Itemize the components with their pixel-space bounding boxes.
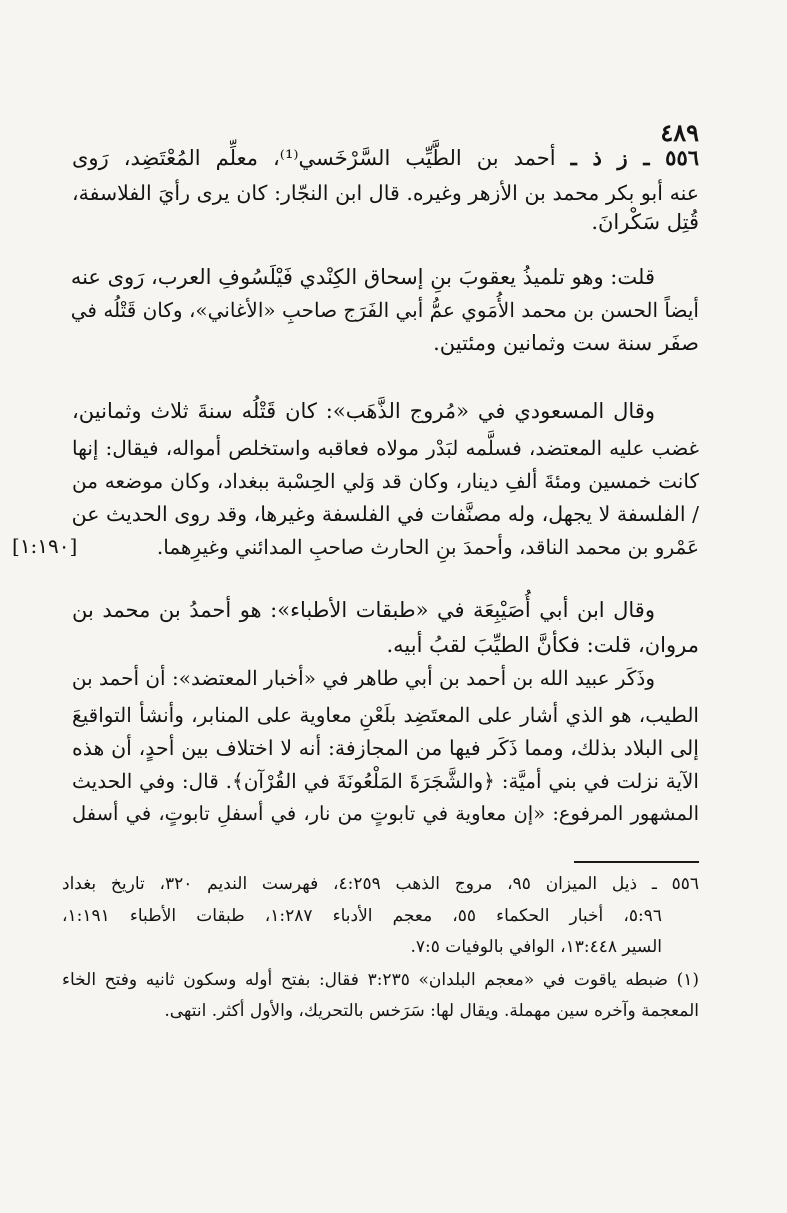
paragraph-first-line: وقال المسعودي في «مُروج الذَّهَب»: كان قَتْلُه سنةَ ثلاث وثمانين،: [72, 399, 655, 423]
footnote-line: ٥:٩٦، أخبار الحكماء ٥٥، معجم الأدباء ١:٢٨٧، طبقات الأطباء ١:١٩١،: [62, 906, 662, 926]
page-number: ٤٨٩: [660, 118, 699, 147]
text-line: أيضاً الحسن بن محمد الأُمَوي عمُّ أبي الفَرَج صاحبِ «الأغاني»، وكان قَتْلُه في: [70, 298, 699, 322]
footnote-line: المعجمة وآخره سين مهملة. ويقال لها: سَرَخس بالتحريك، والأول أكثر. انتهى.: [164, 1001, 699, 1021]
text-line: المشهور المرفوع: «إن معاوية في تابوتٍ من نار، في أسفلِ تابوتٍ، في أسفل: [72, 802, 699, 825]
paragraph-first-line: وقال ابن أبي أُصَيْبِعَة في «طبقات الأطباء»: هو أحمدُ بن محمد بن: [72, 598, 655, 622]
text-line: عَمْرو بن محمد الناقد، وأحمدَ بنِ الحارث صاحبِ المدائني وغيرِهما.: [156, 535, 699, 559]
entry-heading-text: أحمد بن الطَّيِّب السَّرْخَسي⁽¹⁾، معلِّم المُعْتَضِد، رَوى: [72, 146, 556, 170]
entry-heading-line: [72, 143, 699, 173]
paragraph-first-line: قلت: وهو تلميذُ يعقوبَ بنِ إسحاق الكِنْدي فَيْلَسُوفِ العرب، رَوى عنه: [70, 265, 655, 289]
paragraph-first-line: وذَكَر عبيد الله بن أحمد بن أبي طاهر في «أخبار المعتضد»: أن أحمد بن: [71, 666, 655, 690]
margin-reference-note: [١:١٩٠]: [12, 534, 78, 558]
text-line: مروان، قلت: فكأنَّ الطيِّبَ لقبُ أبيه.: [386, 633, 699, 657]
text-line: إلى البلاد بذلك، ومما ذَكَر فيها من المجازفة: أنه لا اختلاف بين أحدٍ، أن هذه: [72, 736, 699, 760]
text-line: الآية نزلت في بني أميَّة: ﴿والشَّجَرَةَ المَلْعُونَةَ في القُرْآن﴾. قال: وفي الحديث: [72, 769, 699, 793]
text-line: / الفلسفة لا يجهل، وله مصنَّفات في الفلسفة وغيرها، وقد روى الحديث عن: [71, 502, 699, 526]
entry-code: ٥٥٦ ـ ز ذ ـ: [570, 145, 700, 170]
footnote-line: ٥٥٦ ـ ذيل الميزان ٩٥، مروج الذهب ٤:٢٥٩، فهرست النديم ٣٢٠، تاريخ بغداد: [62, 874, 699, 894]
text-line: قُتِل سَكْرانَ.: [591, 210, 699, 234]
footnote-separator: [574, 861, 699, 863]
footnote-line: السير ١٣:٤٤٨، الوافي بالوفيات ٧:٥.: [410, 937, 662, 957]
footnote-line: (١) ضبطه ياقوت في «معجم البلدان» ٣:٢٣٥ فقال: بفتح أوله وسكون ثانيه وفتح الخاء: [62, 970, 699, 990]
text-line: الطيب، هو الذي أشار على المعتَضِد بلَعْنِ معاوية على المنابر، وأنشأ التواقيعَ: [72, 703, 699, 727]
text-line: غضب عليه المعتضد، فسلَّمه لبَدْر مولاه فعاقبه واستخلص أمواله، فيقال: إنها: [72, 436, 699, 460]
text-line: صفَر سنة ست وثمانين ومئتين.: [433, 331, 699, 355]
text-line: كانت خمسين ومئةَ ألفِ دينار، وكان قد وَلي الحِسْبة ببغداد، وكان موضعه من: [72, 469, 699, 493]
text-line: عنه أبو بكر محمد بن الأزهر وغيره. قال ابن النجّار: كان يرى رأيَ الفلاسفة،: [72, 181, 699, 205]
